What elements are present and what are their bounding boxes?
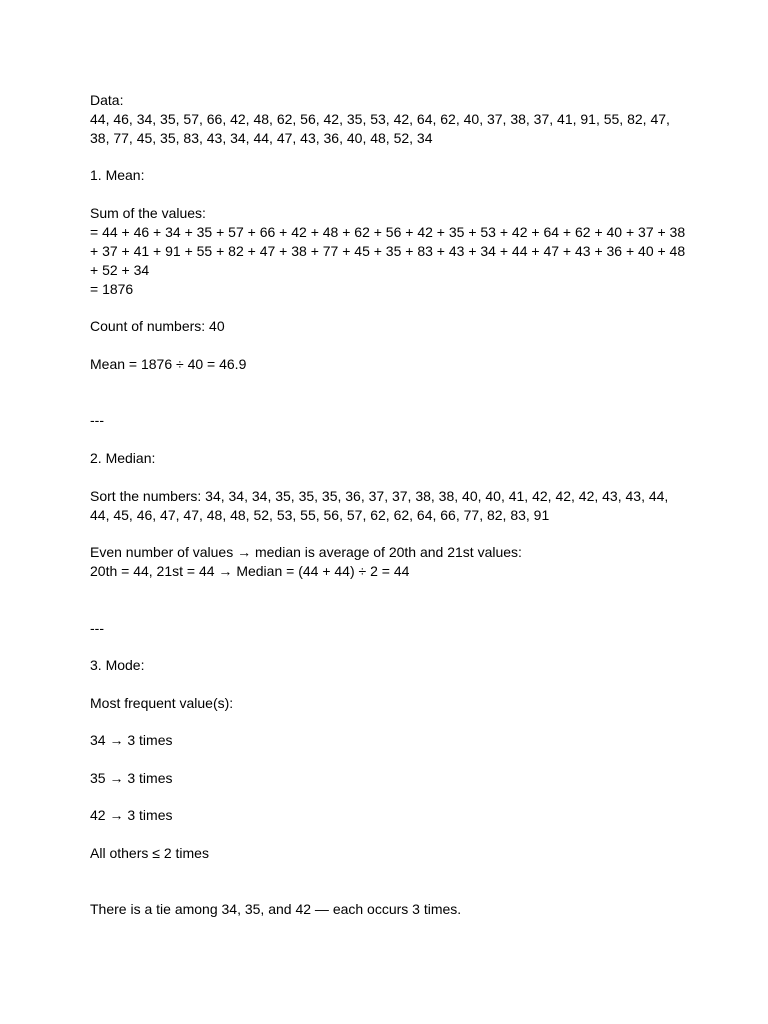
sum-result: = 1876 [90, 281, 134, 297]
sorted-line-1: Sort the numbers: 34, 34, 34, 35, 35, 35, 36, 37, 37, 38, 38, 40, 40, 41, 42, 42, 42, 43, 43, 44, [90, 488, 669, 504]
median-result: 20th = 44, 21st = 44 → Median = (44 + 44) ÷ 2 = 44 [90, 563, 410, 579]
mode-label: Most frequent value(s): [90, 695, 234, 711]
separator-2: --- [90, 620, 104, 636]
data-values-line-2: 38, 77, 45, 35, 83, 43, 34, 44, 47, 43, 36, 40, 48, 52, 34 [90, 130, 433, 146]
sum-line-1: = 44 + 46 + 34 + 35 + 57 + 66 + 42 + 48 + 62 + 56 + 42 + 35 + 53 + 42 + 64 + 62 + 40 + 37 + 38 [90, 224, 686, 240]
mean-result: Mean = 1876 ÷ 40 = 46.9 [90, 356, 247, 372]
mean-heading: 1. Mean: [90, 167, 145, 183]
mode-item-34: 34 → 3 times [90, 732, 173, 748]
mode-heading: 3. Mode: [90, 657, 145, 673]
data-heading: Data: [90, 92, 124, 108]
separator-1: --- [90, 412, 104, 428]
sum-line-2: + 37 + 41 + 91 + 55 + 82 + 47 + 38 + 77 + 45 + 35 + 83 + 43 + 34 + 44 + 47 + 43 + 36 + 40 + 48 [90, 243, 686, 259]
mode-item-35: 35 → 3 times [90, 770, 173, 786]
sum-label: Sum of the values: [90, 205, 206, 221]
sorted-line-2: 44, 45, 46, 47, 47, 48, 48, 52, 53, 55, 56, 57, 62, 62, 64, 66, 77, 82, 83, 91 [90, 507, 550, 523]
mode-conclusion: There is a tie among 34, 35, and 42 — each occurs 3 times. [90, 901, 462, 917]
mode-others: All others ≤ 2 times [90, 845, 209, 861]
sum-line-3: + 52 + 34 [90, 262, 150, 278]
count-of-numbers: Count of numbers: 40 [90, 318, 225, 334]
median-explanation: Even number of values → median is average of 20th and 21st values: [90, 544, 522, 560]
median-heading: 2. Median: [90, 450, 156, 466]
data-values-line-1: 44, 46, 34, 35, 57, 66, 42, 48, 62, 56, 42, 35, 53, 42, 64, 62, 40, 37, 38, 37, 41, 91, 55, 82, 47, [90, 111, 670, 127]
mode-item-42: 42 → 3 times [90, 807, 173, 823]
